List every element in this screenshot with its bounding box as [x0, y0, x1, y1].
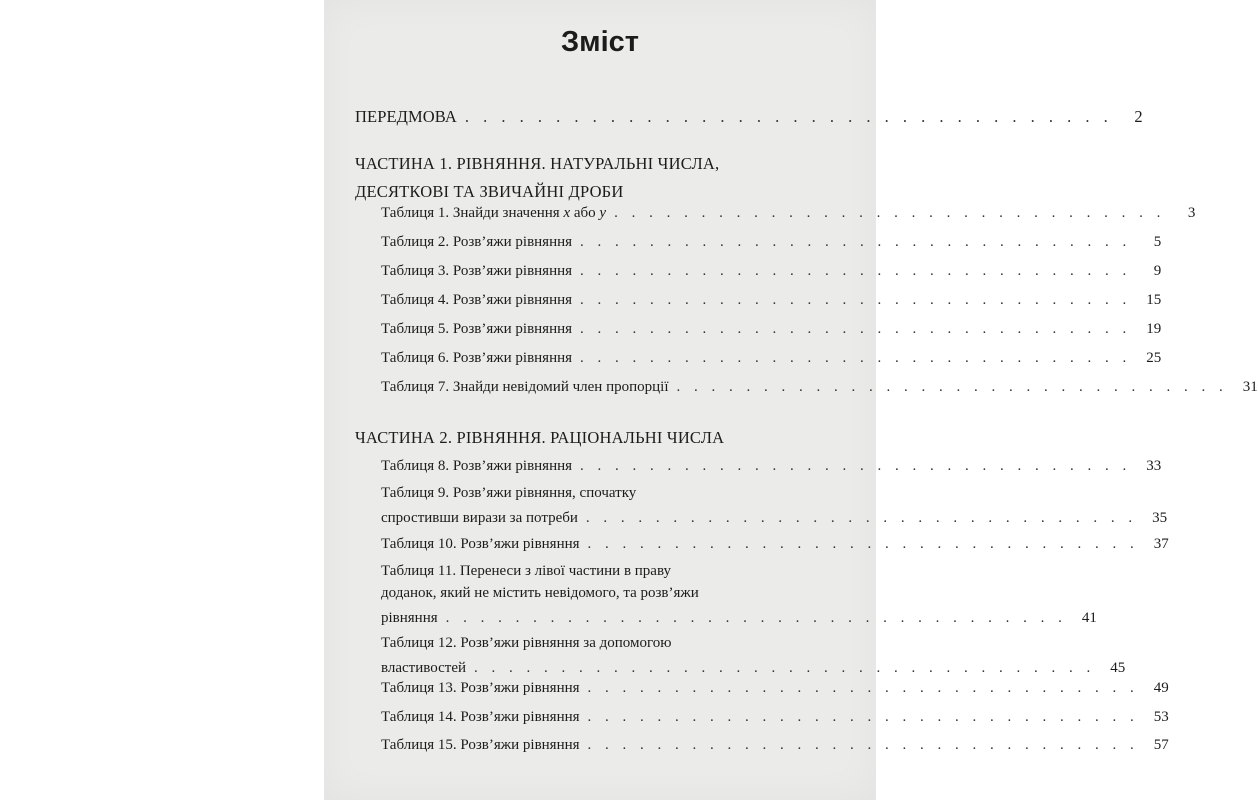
- toc-entry-label: Таблиця 7. Знайди невідомий член пропорції: [381, 379, 669, 395]
- toc-page-number: 25: [1146, 350, 1162, 366]
- toc-entry-label: властивостей: [381, 660, 467, 676]
- toc-page-number: 3: [1187, 205, 1196, 221]
- section-heading-part2[interactable]: [355, 424, 823, 452]
- toc-page-number: 49: [1153, 680, 1169, 696]
- toc-entry-label: Таблиця 3. Розв’яжи рівняння: [381, 263, 573, 279]
- leader-dots: . . . . . . . . . . . . . . . . . . . . . . . . . . . . . . . .: [587, 709, 1139, 725]
- leader-dots: . . . . . . . . . . . . . . . . . . . . . . . . . . . . . . . . . . . .: [445, 610, 1067, 626]
- section-heading-part1[interactable]: [355, 150, 823, 206]
- leader-dots: . . . . . . . . . . . . . . . . . . . . . . . . . . . . . . . .: [580, 263, 1132, 279]
- toc-entry-label: Таблиця 12. Розв’яжи рівняння за допомогою: [381, 635, 672, 651]
- toc-entry-label: рівняння: [381, 610, 438, 626]
- section-heading-line: ЧАСТИНА 1. РІВНЯННЯ. НАТУРАЛЬНІ ЧИСЛА,: [355, 154, 720, 173]
- toc-entry[interactable]: [381, 257, 1162, 286]
- leader-dots: . . . . . . . . . . . . . . . . . . . . . . . . . . . . . . . .: [587, 737, 1139, 753]
- leader-dots: . . . . . . . . . . . . . . . . . . . . . . . . . . . . . . . .: [580, 458, 1132, 474]
- toc-entry-label: Таблиця 9. Розв’яжи рівняння, спочатку: [381, 485, 637, 501]
- toc-page-number: 15: [1146, 292, 1162, 308]
- leader-dots: . . . . . . . . . . . . . . . . . . . . . . . . . . . . . . . .: [587, 680, 1139, 696]
- page-title: Зміст: [560, 26, 639, 58]
- toc-page-number: 53: [1153, 709, 1169, 725]
- toc-page-number: 57: [1153, 737, 1169, 753]
- toc-page-number: 33: [1146, 458, 1162, 474]
- toc-entry[interactable]: [381, 286, 1162, 315]
- toc-entry[interactable]: [381, 731, 1169, 760]
- section-heading-line: ДЕСЯТКОВІ ТА ЗВИЧАЙНІ ДРОБИ: [355, 182, 624, 201]
- toc-entry[interactable]: [381, 199, 1196, 228]
- leader-dots: . . . . . . . . . . . . . . . . . . . . . . . . . . . . . . . .: [580, 321, 1132, 337]
- toc-entry-label: Таблиця 5. Розв’яжи рівняння: [381, 321, 573, 337]
- toc-entry[interactable]: [381, 228, 1162, 257]
- leader-dots: . . . . . . . . . . . . . . . . . . . . . . . . . . . . . . . .: [585, 510, 1138, 526]
- toc-entry[interactable]: [381, 482, 1168, 533]
- toc-page-number: 5: [1153, 234, 1162, 250]
- toc-entry-label: Таблиця 15. Розв’яжи рівняння: [381, 737, 580, 753]
- toc-page-number: 41: [1081, 610, 1097, 626]
- toc-page-number: 31: [1242, 379, 1258, 395]
- toc-entry[interactable]: [381, 560, 1097, 633]
- toc-page-number: 45: [1110, 660, 1126, 676]
- book-page: [324, 0, 1258, 800]
- toc-entry[interactable]: [381, 315, 1162, 344]
- toc-entry-label: Таблиця 8. Розв’яжи рівняння: [381, 458, 573, 474]
- toc-entry-label: доданок, який не містить невідомого, та розв’яжи: [381, 585, 699, 601]
- toc-entry-label: Таблиця 13. Розв’яжи рівняння: [381, 680, 580, 696]
- toc-entry[interactable]: [381, 452, 1162, 481]
- toc-page-number: 2: [1134, 107, 1143, 126]
- leader-dots: . . . . . . . . . . . . . . . . . . . . . . . . . . . . . . . .: [587, 536, 1139, 552]
- toc-entry-label: Таблиця 11. Перенеси з лівої частини в праву: [381, 563, 672, 579]
- leader-dots: . . . . . . . . . . . . . . . . . . . . . . . . . . . . . . . .: [580, 292, 1132, 308]
- toc-entry[interactable]: [381, 373, 1258, 402]
- toc-entry[interactable]: [381, 674, 1169, 703]
- toc-entry-label: спростивши вирази за потреби: [381, 510, 578, 526]
- leader-dots: . . . . . . . . . . . . . . . . . . . . . . . . . . . . . . . . . . . .: [474, 660, 1096, 676]
- toc-entry-label: Таблиця 4. Розв’яжи рівняння: [381, 292, 573, 308]
- toc-entry-label: Таблиця 1. Знайди значення x або y: [381, 205, 607, 221]
- toc-entry-preface[interactable]: [355, 102, 1143, 131]
- toc-entry-label: ПЕРЕДМОВА: [355, 107, 457, 126]
- toc-entry[interactable]: [381, 530, 1169, 559]
- toc-entry-label: Таблиця 10. Розв’яжи рівняння: [381, 536, 580, 552]
- toc-entry[interactable]: [381, 703, 1169, 732]
- toc-entry-label: Таблиця 6. Розв’яжи рівняння: [381, 350, 573, 366]
- leader-dots: . . . . . . . . . . . . . . . . . . . . . . . . . . . . . . . .: [676, 379, 1228, 395]
- toc-page-number: 9: [1153, 263, 1162, 279]
- toc-page-number: 19: [1146, 321, 1162, 337]
- toc-page-number: 35: [1152, 510, 1168, 526]
- toc-entry[interactable]: [381, 344, 1162, 373]
- toc-page-number: 37: [1153, 536, 1169, 552]
- toc-entry-label: Таблиця 14. Розв’яжи рівняння: [381, 709, 580, 725]
- section-heading-line: ЧАСТИНА 2. РІВНЯННЯ. РАЦІОНАЛЬНІ ЧИСЛА: [355, 428, 725, 447]
- toc-entry-label: Таблиця 2. Розв’яжи рівняння: [381, 234, 573, 250]
- leader-dots: . . . . . . . . . . . . . . . . . . . . . . . . . . . . . . . .: [614, 205, 1166, 221]
- leader-dots: . . . . . . . . . . . . . . . . . . . . . . . . . . . . . . . .: [580, 350, 1132, 366]
- leader-dots: . . . . . . . . . . . . . . . . . . . . . . . . . . . . . . . .: [580, 234, 1132, 250]
- leader-dots: . . . . . . . . . . . . . . . . . . . . . . . . . . . . . . . . . . . .: [464, 107, 1113, 126]
